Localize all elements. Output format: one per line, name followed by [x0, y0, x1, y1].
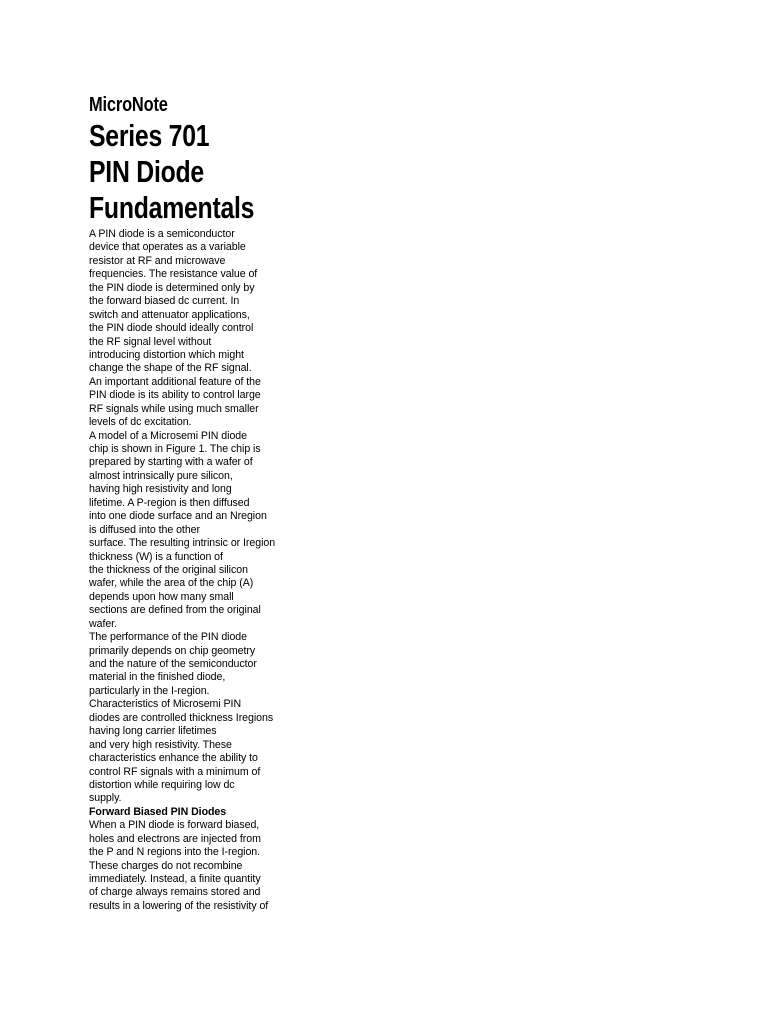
- body-line: the PIN diode should ideally control: [89, 322, 254, 335]
- body-line: depends upon how many small: [89, 590, 234, 603]
- body-line: sections are defined from the original: [89, 604, 261, 617]
- body-line: immediately. Instead, a finite quantity: [89, 873, 261, 885]
- body-line: characteristics enhance the ability to: [89, 752, 258, 765]
- body-line: particularly in the I-region.: [89, 684, 210, 697]
- body-line: the thickness of the original silicon: [89, 563, 248, 576]
- body-line: holes and electrons are injected from: [89, 832, 261, 845]
- body-line: RF signals while using much smaller: [89, 402, 259, 415]
- body-line: control RF signals with a minimum of: [89, 765, 261, 778]
- body-line: into one diode surface and an Nregion: [89, 510, 267, 523]
- body-line: supply.: [89, 792, 122, 805]
- body-line: the forward biased dc current. In: [89, 295, 240, 308]
- document-kicker: MicroNote: [89, 94, 168, 116]
- document-title: [89, 118, 304, 226]
- body-line: primarily depends on chip geometry: [89, 644, 256, 657]
- body-line: the P and N regions into the I-region.: [89, 846, 261, 859]
- body-line: thickness (W) is a function of: [89, 550, 223, 563]
- body-line: and very high resistivity. These: [89, 738, 232, 751]
- body-line: switch and attenuator applications,: [89, 308, 250, 321]
- body-line: An important additional feature of the: [89, 375, 261, 388]
- body-line: introducing distortion which might: [89, 348, 244, 361]
- body-line: having long carrier lifetimes: [89, 725, 217, 738]
- body-line: material in the finished diode,: [89, 671, 226, 684]
- body-line: the RF signal level without: [89, 335, 212, 348]
- body-line: frequencies. The resistance value of: [89, 268, 258, 281]
- body-line: distortion while requiring low dc: [89, 778, 235, 791]
- body-line: device that operates as a variable: [89, 241, 246, 254]
- title-line-1: Series 701: [89, 118, 210, 153]
- body-line: A model of a Microsemi PIN diode: [89, 429, 247, 442]
- body-line: levels of dc excitation.: [89, 416, 192, 429]
- document-column: [89, 92, 304, 913]
- body-line: change the shape of the RF signal.: [89, 362, 252, 375]
- body-line: diodes are controlled thickness Iregions: [89, 711, 274, 724]
- body-line: of charge always remains stored and: [89, 886, 261, 899]
- body-line: surface. The resulting intrinsic or Iregion: [89, 537, 276, 550]
- body-line: Characteristics of Microsemi PIN: [89, 698, 242, 711]
- body-line: having high resistivity and long: [89, 483, 232, 496]
- body-line: is diffused into the other: [89, 523, 200, 536]
- body-line: These charges do not recombine: [89, 859, 243, 872]
- body-line: resistor at RF and microwave: [89, 254, 226, 267]
- body-line: and the nature of the semiconductor: [89, 658, 257, 670]
- body-line: results in a lowering of the resistivity of: [89, 899, 269, 912]
- body-line: PIN diode is its ability to control large: [89, 389, 261, 402]
- body-line: prepared by starting with a wafer of: [89, 456, 253, 469]
- body-line: The performance of the PIN diode: [89, 631, 247, 644]
- body-line: wafer.: [89, 617, 117, 630]
- body-line: chip is shown in Figure 1. The chip is: [89, 443, 261, 455]
- title-line-2: PIN Diode: [89, 154, 204, 189]
- body-line: lifetime. A P-region is then diffused: [89, 496, 250, 509]
- body-line: When a PIN diode is forward biased,: [89, 819, 260, 832]
- body-line: A PIN diode is a semiconductor: [89, 228, 235, 240]
- body-line: the PIN diode is determined only by: [89, 281, 255, 294]
- document-body: [89, 228, 304, 913]
- section-heading: Forward Biased PIN Diodes: [89, 805, 227, 818]
- body-line: wafer, while the area of the chip (A): [89, 577, 254, 590]
- title-line-3: Fundamentals: [89, 190, 255, 225]
- body-line: almost intrinsically pure silicon,: [89, 469, 233, 482]
